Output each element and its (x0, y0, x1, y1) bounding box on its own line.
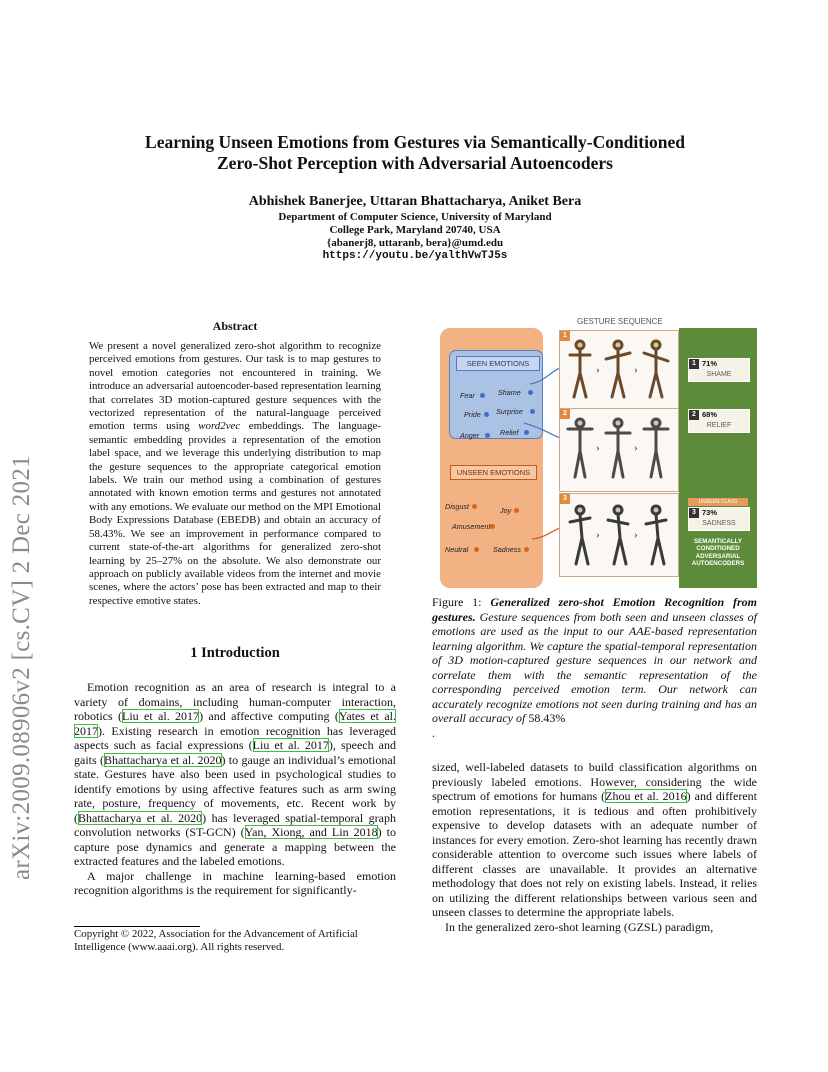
citation-link[interactable]: Liu et al. 2017 (122, 709, 200, 723)
svg-text:›: › (634, 364, 638, 376)
aae-title (681, 538, 755, 567)
abstract-text-1: We present a novel generalized zero-shot algorithm to recognize perceived emotions from gestures. Our task is to map gestures to novel emotion categories not encountered in training. We introduce an adversarial autoencoder-based representation learning that correlates 3D motion-captured gesture sequences with the vectorized representation of the natural-language perceived emotion terms using (89, 340, 381, 433)
result-percent: 68% (702, 410, 718, 419)
skeleton-figures (560, 494, 678, 576)
sequence-number: 3 (560, 494, 570, 504)
authors: Abhishek Banerjee, Uttaran Bhattacharya, Aniket Bera (248, 194, 582, 209)
caption-body: Gesture sequences from both seen and unseen classes of emotions are used as the input to our AAE-based representation learning algorithm. We capture the spatial-temporal representation of 3D motion-captured gesture sequences in our network and correlate them with the semantic representation of the corresponding perceived emotion term. Our network can accurately recognize emotions not seen during training and has an overall accuracy of (432, 609, 757, 725)
caption-end: . (432, 725, 435, 740)
intro-paragraph-2: A major challenge in machine learning-based emotion recognition algorithms is the requirement for significantly- (74, 868, 396, 897)
arxiv-stamp: arXiv:2009.08906v2 [cs.CV] 2 Dec 2021 (8, 455, 35, 880)
author-emails: {abanerj8, uttaranb, bera}@umd.edu (326, 237, 504, 249)
intro-right-column (432, 760, 757, 934)
intro-text: ) to gauge an individual’s emotional state. Gestures have also been used in psychological studies to identify emotions by using affective features such as arm swing rate, posture, frequency of movements, etc. Recent work by ( (74, 752, 396, 825)
result-label: RELIEF (706, 422, 732, 429)
footnote-rule (74, 926, 200, 927)
title-line-2: Zero-Shot Perception with Adversarial Autoencoders (217, 153, 613, 173)
unseen-class-tag: UNSEEN CLASS (688, 498, 748, 506)
intro-left-column (74, 680, 396, 898)
intro-paragraph-4: In the generalized zero-shot learning (GZSL) paradigm, (445, 919, 714, 934)
unseen-emotion: Sadness (493, 545, 521, 554)
result-percent: 73% (702, 508, 718, 517)
seen-emotions-label: SEEN EMOTIONS (456, 356, 540, 371)
unseen-emotion: Amusement (452, 522, 491, 531)
gesture-sequence-1 (559, 330, 679, 414)
unseen-emotion: Neutral (445, 545, 469, 554)
intro-text: sized, well-labeled datasets to build classification algorithms on previously labeled emotions. However, considering the wide spectrum of emotions for humans ( (432, 760, 757, 803)
unseen-emotion: Joy (500, 506, 512, 515)
abstract-text-2: embeddings. The language-semantic embedding provides a representation of the emotion label space, and we leverage this underlying distribution to map the gesture sequences to the appropriate categorical emotion labels. We train our method using a combination of gestures annotated with known emotion terms and gestures not annotated with any emotions. We evaluate our method on the MPI Emotional Body Expressions Database (EBEDB) and obtain an accuracy of 58.43%. We see an improvement in performance compared to current state-of-the-art algorithms for generalized zero-shot learning by 25–27% on the absolute. We also demonstrate our approach on publicly available videos from the internet and movie scenes, where the actors’ pose has been extracted and map to their respective emotive states. (89, 420, 381, 607)
intro-text: ). Existing research in emotion recognition has leveraged aspects such as facial expressions ( (74, 723, 396, 752)
result-label: SADNESS (702, 520, 736, 527)
title-line-1: Learning Unseen Emotions from Gestures via Semantically-Conditioned (145, 132, 685, 152)
svg-text:›: › (634, 529, 638, 541)
result-label: SHAME (706, 371, 732, 378)
result-box (688, 409, 750, 433)
intro-text: ), speech and gaits ( (74, 738, 396, 767)
abstract-heading: Abstract (212, 319, 258, 333)
aae-panel (679, 328, 757, 588)
citation-link[interactable]: Yan, Xiong, and Lin 2018 (244, 825, 378, 839)
caption-accuracy: 58.43% (528, 711, 566, 725)
svg-text:›: › (596, 364, 600, 376)
intro-text: ) has leveraged spatial-temporal graph convolution networks (ST-GCN) ( (74, 810, 397, 839)
skeleton-figures (560, 331, 678, 413)
gesture-sequence-2 (559, 408, 679, 492)
seen-emotion: Surprise (496, 407, 523, 416)
result-percent: 71% (702, 359, 718, 368)
svg-text:›: › (634, 442, 638, 454)
sequence-number: 2 (560, 409, 570, 419)
citation-link[interactable]: Zhou et al. 2016 (605, 789, 687, 803)
seen-emotion: Pride (464, 410, 481, 419)
gesture-sequence-3 (559, 493, 679, 577)
video-link[interactable]: https://youtu.be/yalthVwTJ5s (322, 250, 508, 262)
figure-1 (432, 316, 757, 588)
result-number: 3 (689, 508, 699, 518)
abstract-emph: word2vec (198, 420, 241, 433)
copyright-footnote: Copyright © 2022, Association for the Advancement of Artificial Intelligence (www.aaai.org). All rights reserved. (74, 928, 358, 953)
intro-paragraph-3 (432, 760, 757, 920)
citation-link[interactable]: Yates et al. 2017 (74, 709, 397, 738)
aae-line: SEMANTICALLY (694, 538, 742, 545)
result-number: 1 (689, 359, 699, 369)
result-number: 2 (689, 410, 699, 420)
figure-header: GESTURE SEQUENCE (577, 317, 663, 326)
unseen-emotion: Disgust (445, 502, 469, 511)
intro-text: ) and affective computing ( (199, 709, 339, 723)
section-heading-introduction: 1 Introduction (190, 645, 280, 661)
caption-bold: Generalized zero-shot Emotion Recognition from gestures. (432, 595, 757, 624)
citation-link[interactable]: Bhattacharya et al. 2020 (103, 752, 222, 767)
abstract-body (89, 340, 381, 608)
seen-emotion: Relief (500, 428, 519, 437)
intro-text: ) and different emotion representations, it is tedious and often prohibitively expensive to develop datasets with an adequate number of instances for every emotion. Zero-shot learning has recently drawn considerable attention to overcome such issues where labels of different classes are unavailable. It provides an alternative methodology that does not rely on existing labels. Instead, it relies on utilizing the different relationships between various seen and unseen classes to determine the appropriate labels. (432, 789, 757, 919)
result-box (688, 507, 750, 531)
citation-link[interactable]: Bhattacharya et al. 2020 (78, 810, 203, 825)
aae-line: ADVERSARIAL (695, 552, 741, 560)
aae-line: AUTOENCODERS (691, 559, 745, 567)
svg-text:›: › (596, 529, 600, 541)
seen-emotion: Anger (460, 431, 480, 440)
paper-title (80, 132, 750, 174)
figure-caption (432, 595, 757, 740)
affiliation-address: College Park, Maryland 20740, USA (329, 224, 501, 236)
intro-paragraph-1 (74, 680, 396, 869)
result-box (688, 358, 750, 382)
intro-text: ) to capture pose dynamics and generate a mapping between the extracted features and the labeled emotions. (74, 825, 396, 868)
skeleton-figures (560, 409, 678, 491)
caption-prefix: Figure 1: (432, 595, 491, 609)
aae-line: CONDITIONED (696, 545, 740, 553)
sequence-number: 1 (560, 331, 570, 341)
citation-link[interactable]: Liu et al. 2017 (252, 738, 329, 752)
affiliation (80, 211, 750, 263)
intro-text: Emotion recognition as an area of research is integral to a variety of domains, including human-computer interaction, robotics ( (74, 680, 396, 723)
seen-emotion: Fear (460, 391, 475, 400)
seen-emotion: Shame (498, 388, 521, 397)
unseen-emotions-label: UNSEEN EMOTIONS (450, 465, 537, 480)
svg-text:›: › (596, 442, 600, 454)
affiliation-dept: Department of Computer Science, University of Maryland (278, 211, 552, 223)
